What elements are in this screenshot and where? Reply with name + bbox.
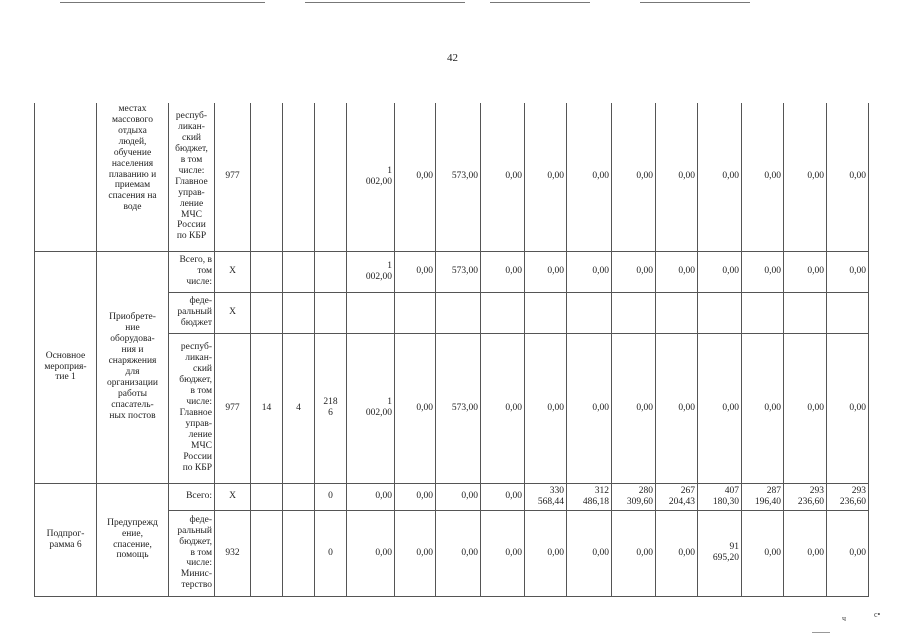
cell-value	[827, 292, 869, 333]
cell-value	[612, 292, 656, 333]
cell-value: 0,00	[612, 251, 656, 292]
cell-value	[567, 292, 612, 333]
cell-value: 0,00	[656, 333, 698, 483]
cell-value: 573,00	[436, 333, 481, 483]
cell-value: 0,00	[525, 251, 567, 292]
cell-source: Всего:	[169, 483, 215, 510]
cell-value: 0,00	[567, 251, 612, 292]
cell-value: 0,00	[827, 333, 869, 483]
cell-grbs: 977	[215, 103, 251, 251]
cell-value: 0,00	[612, 510, 656, 596]
cell-value: 407 180,30	[698, 483, 742, 510]
cell-csr	[315, 292, 347, 333]
cell-value: 0,00	[481, 333, 525, 483]
cell-pr	[283, 483, 315, 510]
cell-value: 0,00	[481, 483, 525, 510]
cell-source: респуб- ликан- ский бюджет, в том числе: Главное управ- ление МЧС России по КБР	[169, 333, 215, 483]
cell-value: 1 002,00	[347, 251, 395, 292]
cell-value: 0,00	[742, 251, 784, 292]
cell-value: 0,00	[784, 103, 827, 251]
cell-value: 0,00	[612, 333, 656, 483]
cell-value: 0,00	[525, 103, 567, 251]
cell-value: 0,00	[395, 251, 436, 292]
cell-value: 0,00	[784, 251, 827, 292]
cell-value: 0,00	[612, 103, 656, 251]
cell-value: 0,00	[827, 103, 869, 251]
cell-value: 0,00	[481, 510, 525, 596]
cell-value: 280 309,60	[612, 483, 656, 510]
cell-value: 0,00	[827, 510, 869, 596]
cell-rz	[251, 510, 283, 596]
cell-item: Основное мероприя- тие 1	[35, 251, 97, 483]
cell-value: 1 002,00	[347, 103, 395, 251]
cell-rz	[251, 292, 283, 333]
top-rule-3	[490, 2, 590, 3]
cell-rz	[251, 103, 283, 251]
cell-value: 0,00	[656, 510, 698, 596]
cell-value: 573,00	[436, 251, 481, 292]
cell-value: 0,00	[436, 510, 481, 596]
cell-value	[436, 292, 481, 333]
cell-value: 0,00	[742, 333, 784, 483]
cell-value: 0,00	[481, 251, 525, 292]
cell-rz: 14	[251, 333, 283, 483]
cell-value: 0,00	[395, 103, 436, 251]
cell-value: 0,00	[395, 333, 436, 483]
table-row	[35, 251, 905, 292]
cell-csr: 218 6	[315, 333, 347, 483]
cell-value	[698, 292, 742, 333]
cell-grbs: X	[215, 251, 251, 292]
cell-value: 267 204,43	[656, 483, 698, 510]
table-row	[35, 483, 905, 510]
cell-pr	[283, 292, 315, 333]
cell-value: 0,00	[742, 510, 784, 596]
cell-value: 0,00	[698, 333, 742, 483]
cell-pr	[283, 510, 315, 596]
cell-value: 293 236,60	[827, 483, 869, 510]
cell-grbs: X	[215, 292, 251, 333]
cell-value: 573,00	[436, 103, 481, 251]
stray-mark: ч	[842, 614, 847, 623]
cell-value: 0,00	[742, 103, 784, 251]
cell-value: 293 236,60	[784, 483, 827, 510]
cell-value	[395, 292, 436, 333]
cell-value: 0,00	[395, 483, 436, 510]
cell-source: респуб- ликан- ский бюджет, в том числе: Главное управ- ление МЧС России по КБР	[169, 103, 215, 251]
top-rule-4	[640, 2, 750, 3]
cell-value: 330 568,44	[525, 483, 567, 510]
table-row	[35, 103, 905, 251]
cell-value: 0,00	[827, 251, 869, 292]
cell-value: 1 002,00	[347, 333, 395, 483]
cell-value: 0,00	[436, 483, 481, 510]
cell-value	[784, 292, 827, 333]
cell-item	[35, 103, 97, 251]
cell-value: 0,00	[698, 103, 742, 251]
bottom-rule	[812, 632, 830, 633]
cell-value: 0,00	[525, 333, 567, 483]
cell-value: 0,00	[567, 103, 612, 251]
cell-value: 0,00	[567, 333, 612, 483]
cell-value: 0,00	[656, 103, 698, 251]
cell-pr	[283, 251, 315, 292]
cell-csr: 0	[315, 510, 347, 596]
cell-csr	[315, 251, 347, 292]
page-number: 42	[447, 52, 458, 64]
cell-pr: 4	[283, 333, 315, 483]
cell-name: Приобрете- ние оборудова- ния и снаряжения для организации работы спасатель- ных постов	[97, 251, 169, 483]
cell-value: 312 486,18	[567, 483, 612, 510]
cell-value: 287 196,40	[742, 483, 784, 510]
cell-source: Всего, в том числе:	[169, 251, 215, 292]
cell-name: местах массового отдыха людей, обучение населения плаванию и приемам спасения на воде	[97, 103, 169, 251]
cell-grbs: X	[215, 483, 251, 510]
cell-value: 0,00	[784, 510, 827, 596]
cell-rz	[251, 251, 283, 292]
cell-pr	[283, 103, 315, 251]
cell-item: Подпрог- рамма 6	[35, 483, 97, 596]
cell-value: 0,00	[347, 483, 395, 510]
cell-value: 0,00	[481, 103, 525, 251]
cell-value: 0,00	[784, 333, 827, 483]
cell-value	[742, 292, 784, 333]
cell-value	[481, 292, 525, 333]
cell-value: 0,00	[395, 510, 436, 596]
cell-value: 0,00	[525, 510, 567, 596]
cell-value: 91 695,20	[698, 510, 742, 596]
cell-value	[347, 292, 395, 333]
cell-csr	[315, 103, 347, 251]
cell-value	[525, 292, 567, 333]
cell-value	[656, 292, 698, 333]
budget-table	[34, 103, 905, 597]
cell-grbs: 977	[215, 333, 251, 483]
cell-name: Предупрежд ение, спасение, помощь	[97, 483, 169, 596]
cell-csr: 0	[315, 483, 347, 510]
cell-source: феде- ральный бюджет	[169, 292, 215, 333]
cell-grbs: 932	[215, 510, 251, 596]
cell-rz	[251, 483, 283, 510]
top-rule-2	[305, 2, 465, 3]
top-rule-1	[60, 2, 265, 3]
cell-value: 0,00	[567, 510, 612, 596]
cell-source: феде- ральный бюджет, в том числе: Минис- терство	[169, 510, 215, 596]
cell-value: 0,00	[347, 510, 395, 596]
cell-value: 0,00	[698, 251, 742, 292]
stray-mark: с•	[874, 610, 881, 619]
cell-value: 0,00	[656, 251, 698, 292]
